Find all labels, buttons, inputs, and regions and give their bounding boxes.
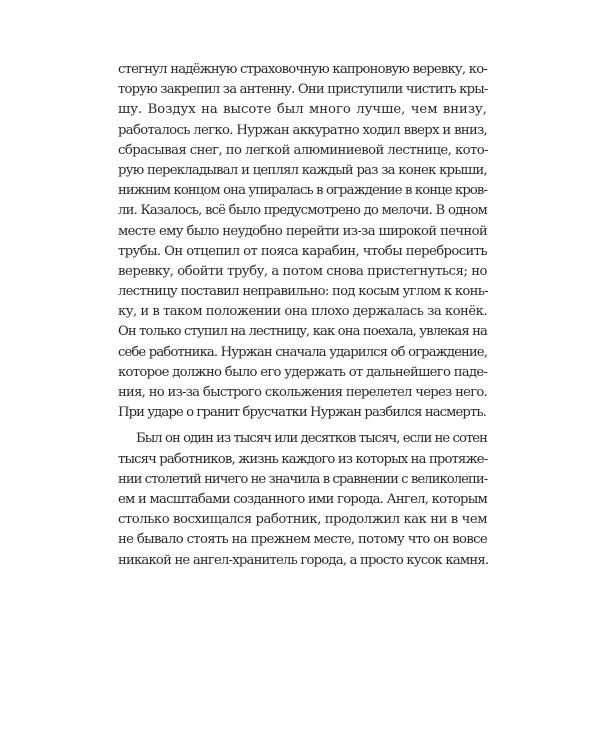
body-text bbox=[118, 60, 487, 571]
text-line: стегнул надёжную страховочную капроновую веревку, ко- bbox=[118, 62, 487, 77]
text-line: не бывало стоять на прежнем месте, потому что он вовсе bbox=[118, 532, 487, 548]
text-line: себе работника. Нуржан сначала ударился об ограждение, bbox=[118, 344, 487, 360]
text-line: нижним концом она упиралась в ограждение в конце кров- bbox=[118, 183, 487, 199]
paragraph-1 bbox=[118, 60, 487, 423]
text-line: ния, но из-за быстрого скольжения перелетел через него. bbox=[118, 385, 487, 400]
text-line: трубы. Он отцепил от пояса карабин, чтобы перебросить bbox=[118, 243, 487, 259]
text-line: ли. Казалось, всё было предусмотрено до мелочи. В одном bbox=[118, 203, 487, 219]
text-line: ку, и в таком положении она плохо держалась за конёк. bbox=[118, 304, 488, 320]
text-line: тысяч работников, жизнь каждого из которых на протяже- bbox=[118, 451, 488, 467]
text-line: ем и масштабами созданного ими города. Ангел, которым bbox=[118, 491, 487, 507]
paragraph-2 bbox=[118, 429, 487, 570]
text-line: нии столетий ничего не значила в сравнении с великолепи- bbox=[118, 471, 488, 487]
text-line: торую закрепил за антенну. Они приступили чистить кры- bbox=[118, 82, 488, 98]
text-line: лестницу поставил неправильно: под косым углом к конь- bbox=[118, 284, 488, 300]
text-line: шу. Воздух на высоте был много лучше, чем внизу, bbox=[118, 102, 487, 118]
text-line: Был он один из тысяч или десятков тысяч, если не сотен bbox=[136, 431, 487, 447]
text-line: веревку, обойти трубу, а потом снова пристегнуться; но bbox=[118, 263, 488, 279]
text-line: Он только ступил на лестницу, как она поехала, увлекая на bbox=[118, 324, 487, 340]
text-line: При ударе о гранит брусчатки Нуржан разбился насмерть. bbox=[118, 405, 486, 421]
text-line: никакой не ангел-хранитель города, а просто кусок камня. bbox=[118, 552, 489, 568]
text-line: работалось легко. Нуржан аккуратно ходил вверх и вниз, bbox=[118, 122, 488, 138]
text-line: рую перекладывал и цеплял каждый раз за конек крыши, bbox=[118, 162, 487, 178]
text-line: столько восхищался работник, продолжил как ни в чем bbox=[118, 512, 487, 528]
text-line: месте ему было неудобно перейти из-за широкой печной bbox=[118, 223, 487, 239]
text-line: сбрасывая снег, по легкой алюминиевой лестнице, кото- bbox=[118, 142, 489, 158]
text-line: которое должно было его удержать от дальнейшего паде- bbox=[118, 364, 488, 380]
